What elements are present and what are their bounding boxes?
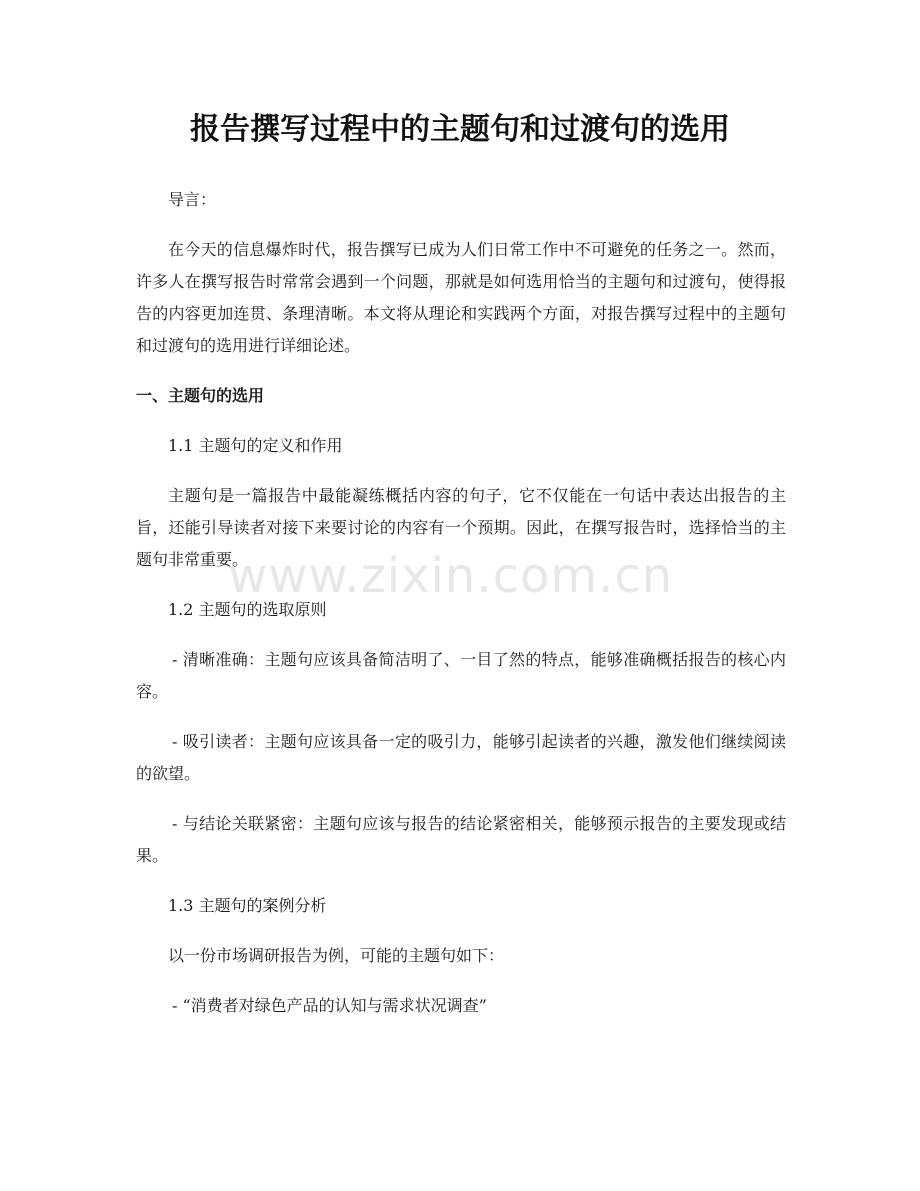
section-heading-1: 一、主题句的选用 [136, 386, 265, 405]
intro-label: 导言： [168, 190, 217, 209]
watermark: www.zixin.com.cn [228, 548, 674, 604]
bullet-clear-accurate: - 清晰准确：主题句应该具备简洁明了、一目了然的特点，能够准确概括报告的核心内容。 [136, 650, 786, 701]
subheading-1-3: 1.3 主题句的案例分析 [168, 896, 327, 915]
paragraph-1-3: 以一份市场调研报告为例，可能的主题句如下： [168, 946, 505, 965]
intro-paragraph: 在今天的信息爆炸时代，报告撰写已成为人们日常工作中不可避免的任务之一。然而，许多人在撰写报告时常常会遇到一个问题，那就是如何选用恰当的主题句和过渡句，使得报告的内容更加连贯、条理清晰。本文将从理论和实践两个方面，对报告撰写过程中的主题句和过渡句的选用进行详细论述。 [136, 240, 786, 355]
bullet-related-conclusion: - 与结论关联紧密：主题句应该与报告的结论紧密相关，能够预示报告的主要发现或结果。 [136, 814, 786, 865]
subheading-1-2: 1.2 主题句的选取原则 [168, 600, 327, 619]
bullet-example-topic: - “消费者对绿色产品的认知与需求状况调查” [172, 996, 487, 1015]
subheading-1-1: 1.1 主题句的定义和作用 [168, 436, 343, 455]
paragraph-1-1: 主题句是一篇报告中最能凝练概括内容的句子，它不仅能在一句话中表达出报告的主旨，还能引导读者对接下来要讨论的内容有一个预期。因此，在撰写报告时，选择恰当的主题句非常重要。 [136, 486, 786, 569]
document-title: 报告撰写过程中的主题句和过渡句的选用 [190, 112, 730, 147]
document-body [136, 184, 786, 1040]
bullet-attract-readers: - 吸引读者：主题句应该具备一定的吸引力，能够引起读者的兴趣，激发他们继续阅读的欲望。 [136, 732, 786, 783]
